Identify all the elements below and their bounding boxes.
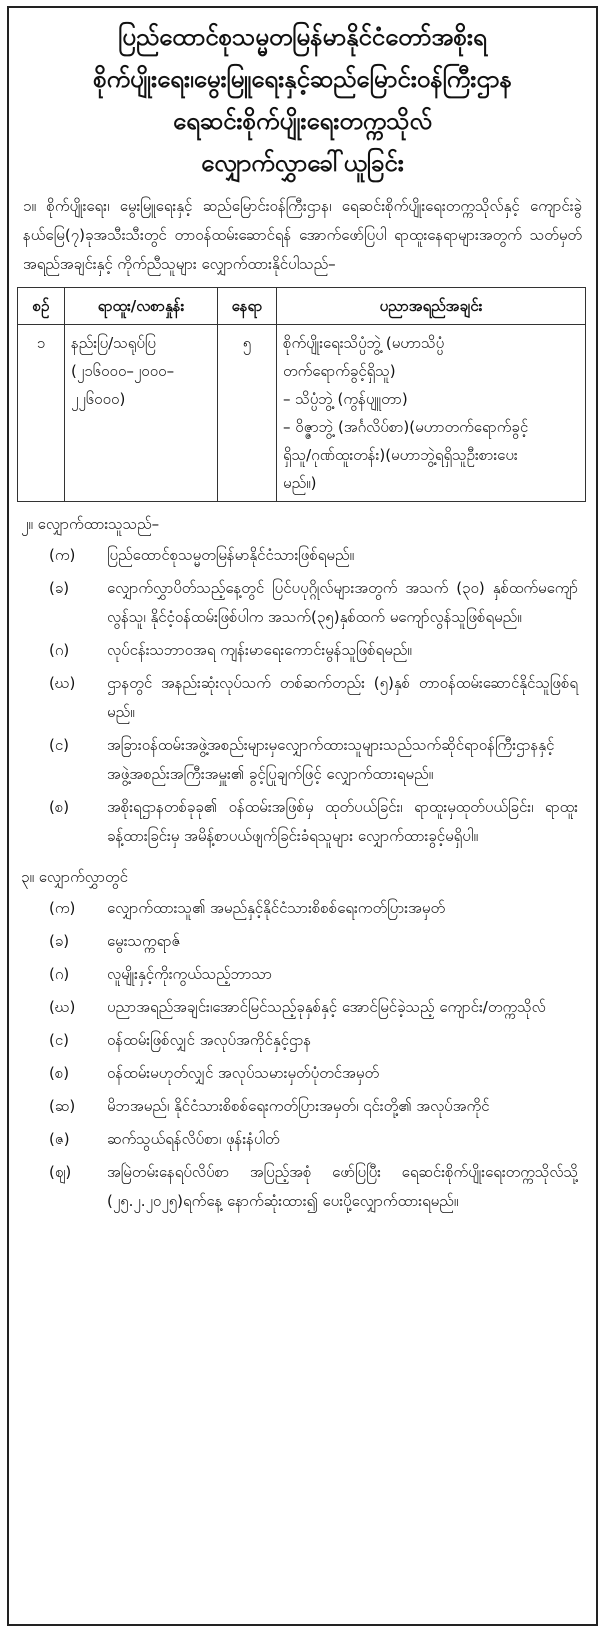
cell-no: ၁ (18, 325, 65, 502)
item-marker: (ဈ) (49, 1163, 72, 1181)
position-salary: (၂၁၆၀၀၀–၂၀၀၀– (71, 362, 175, 380)
item-marker: (င) (49, 1031, 70, 1049)
list-item (21, 1026, 584, 1055)
item-marker: (ဂ) (49, 641, 70, 659)
item-text: ဌာနတွင် အနည်းဆုံးလုပ်သက် တစ်ဆက်တည်း (၅)နှစ် တာဝန်ထမ်းဆောင်နိုင်သူဖြစ်ရမည်။ (107, 674, 578, 721)
item-marker: (ဂ) (49, 965, 70, 983)
cell-position (65, 325, 218, 502)
list-item (21, 636, 584, 665)
qual-line: တက်ရောက်ခွင့်ရှိသူ) (283, 362, 396, 380)
intro-paragraph (9, 184, 596, 279)
item-text: လူမျိုးနှင့်ကိုးကွယ်သည့်ဘာသာ (107, 965, 273, 983)
list-item (21, 894, 584, 923)
item-marker: (ဇ) (49, 1130, 70, 1148)
list-item (21, 927, 584, 956)
list-item (21, 1092, 584, 1121)
list-item (21, 1125, 584, 1154)
item-text: အစိုးရဌာနတစ်ခုခု၏ ဝန်ထမ်းအဖြစ်မှ ထုတ်ပယ်ခြင်း၊ ရာထူးမှထုတ်ပယ်ခြင်း၊ ရာထူးခန့်ထားခြင်းမှ အမိန့်စာပယ်ဖျက်ခြင်းခံရသူများ လျှောက်ထားခွင့်မရှိပါ။ (107, 798, 578, 845)
list-item (21, 1158, 584, 1216)
vacancy-table (17, 287, 586, 502)
qual-line: – ဝိဇ္ဇာဘွဲ့ (အင်္ဂလိပ်စာ)(မဟာတက်ရောက်ခွင့် (283, 418, 529, 436)
item-text: အခြားဝန်ထမ်းအဖွဲ့အစည်းများမှလျှောက်ထားသူများသည်သက်ဆိုင်ရာဝန်ကြီးဌာနနှင့် အဖွဲ့အစည်းအကြီးအမှူး၏ ခွင့်ပြုချက်ဖြင့် လျှောက်ထားရမည်။ (107, 736, 555, 783)
list-item (21, 574, 584, 632)
list-item (21, 1059, 584, 1088)
list-item (21, 993, 584, 1022)
item-text: အမြဲတမ်းနေရပ်လိပ်စာ အပြည့်အစုံ ဖော်ပြပြီး ရေဆင်းစိုက်ပျိုးရေးတက္ကသိုလ်သို့ (၂၅.၂.၂၀၂၅)ရက်နေ့ နောက်ဆုံးထား၍ ပေးပို့လျှောက်ထားရမည်။ (107, 1163, 578, 1210)
item-marker: (ခ) (49, 932, 70, 950)
title-call-for-applications: လျှောက်လွှာခေါ်ယူခြင်း (201, 149, 404, 177)
item-marker: (ဃ) (49, 998, 76, 1016)
qual-line: – သိပ္ပံဘွဲ့ (ကွန်ပျူတာ) (283, 390, 408, 408)
position-salary-end: ၂၂၆၀၀၀) (71, 390, 126, 408)
header-no: စဉ် (18, 288, 65, 325)
header-qualification: ပညာအရည်အချင်း (277, 288, 586, 325)
list-item (21, 541, 584, 570)
table-row (18, 325, 586, 502)
title-ministry: စိုက်ပျိုးရေး၊မွေးမြူရေးနှင့်ဆည်မြောင်းဝန်ကြီးဌာန (93, 65, 512, 93)
item-text: ပြည်ထောင်စုသမ္မတမြန်မာနိုင်ငံသားဖြစ်ရမည်။ (107, 546, 355, 564)
title-ministry-govt: ပြည်ထောင်စုသမ္မတမြန်မာနိုင်ငံတော်အစိုးရ (118, 23, 487, 51)
header-position: ရာထူး/လစာနှုန်း (65, 288, 218, 325)
item-text: ပညာအရည်အချင်း၊အောင်မြင်သည့်ခုနှစ်နှင့် အောင်မြင်ခဲ့သည့် ကျောင်း/တက္ကသိုလ် (107, 998, 546, 1016)
list-item (21, 731, 584, 789)
section2-heading: ၂။ လျှောက်ထားသူသည်– (21, 515, 160, 533)
item-text: မိဘအမည်၊ နိုင်ငံသားစိစစ်ရေးကတ်ပြားအမှတ်၊ ၎င်းတို့၏ အလုပ်အကိုင် (107, 1097, 490, 1115)
intro-text: စိုက်ပျိုးရေး၊ မွေးမြူရေးနှင့် ဆည်မြောင်းဝန်ကြီးဌာန၊ ရေဆင်းစိုက်ပျိုးရေးတက္ကသိုလ်နှင့် ကျောင်းခွဲနယ်မြေ(၇)ခုအသီးသီးတွင် တာဝန်ထမ်းဆောင်ရန် အောက်ဖော်ပြပါ ရာထူးနေရာများအတွက် သတ်မှတ်အရည်အချင်းနှင့် ကိုက်ညီသူများ လျှောက်ထားနိုင်ပါသည်– (23, 197, 582, 273)
qual-line: စိုက်ပျိုးရေးသိပ္ပံဘွဲ့ (မဟာသိပ္ပံ (283, 334, 445, 352)
section3-heading: ၃။ လျှောက်လွှာတွင် (21, 868, 128, 886)
item-marker: (စ) (49, 798, 70, 816)
item-text: ဝန်ထမ်းဖြစ်လျှင် အလုပ်အကိုင်နှင့်ဌာန (107, 1031, 312, 1049)
item-marker: (ခ) (49, 579, 70, 597)
section-applicant-requirements (9, 502, 596, 851)
section-application-contents (9, 855, 596, 1216)
position-title: နည်းပြ/သရုပ်ပြ (71, 334, 156, 352)
item-text: လျှောက်လွှာပိတ်သည့်နေ့တွင် ပြင်ပပုဂ္ဂိုလ်များအတွက် အသက် (၃၀) နှစ်ထက်မကျော်လွန်သူ၊ နိုင်ငံ့ဝန်ထမ်းဖြစ်ပါက အသက်(၃၅)နှစ်ထက် မကျော်လွန်သူဖြစ်ရမည်။ (107, 579, 578, 626)
list-item (21, 793, 584, 851)
item-text: ဝန်ထမ်းမဟုတ်လျှင် အလုပ်သမားမှတ်ပုံတင်အမှတ် (107, 1064, 380, 1082)
list-item (21, 669, 584, 727)
item-marker: (စ) (49, 1064, 70, 1082)
intro-number: ၁။ (23, 197, 36, 215)
item-marker: (ဆ) (49, 1097, 76, 1115)
item-text: လုပ်ငန်းသဘာဝအရ ကျန်းမာရေးကောင်းမွန်သူဖြစ်ရမည်။ (107, 641, 412, 659)
item-text: မွေးသက္ကရာဇ် (107, 932, 181, 950)
cell-qualification (277, 325, 586, 502)
item-marker: (ဃ) (49, 674, 76, 692)
item-marker: (င) (49, 736, 70, 754)
header-count: နေရာ (218, 288, 277, 325)
item-marker: (က) (49, 546, 76, 564)
qual-line: မည်။) (283, 474, 317, 492)
item-text: လျှောက်ထားသူ၏ အမည်နှင့်နိုင်ငံသားစိစစ်ရေးကတ်ပြားအမှတ် (107, 899, 446, 917)
cell-count: ၅ (218, 325, 277, 502)
title-university: ရေဆင်းစိုက်ပျိုးရေးတက္ကသိုလ် (173, 107, 432, 135)
vacancy-table-header (18, 288, 586, 325)
item-marker: (က) (49, 899, 76, 917)
item-text: ဆက်သွယ်ရန်လိပ်စာ၊ ဖုန်းနံပါတ် (107, 1130, 280, 1148)
list-item (21, 960, 584, 989)
qual-line: ရှိသူ/ဂုဏ်ထူးတန်း)(မဟာဘွဲ့ရရှိသူဦးစားပေး (283, 446, 518, 464)
notice-frame (7, 6, 598, 1626)
notice-title (9, 16, 596, 184)
